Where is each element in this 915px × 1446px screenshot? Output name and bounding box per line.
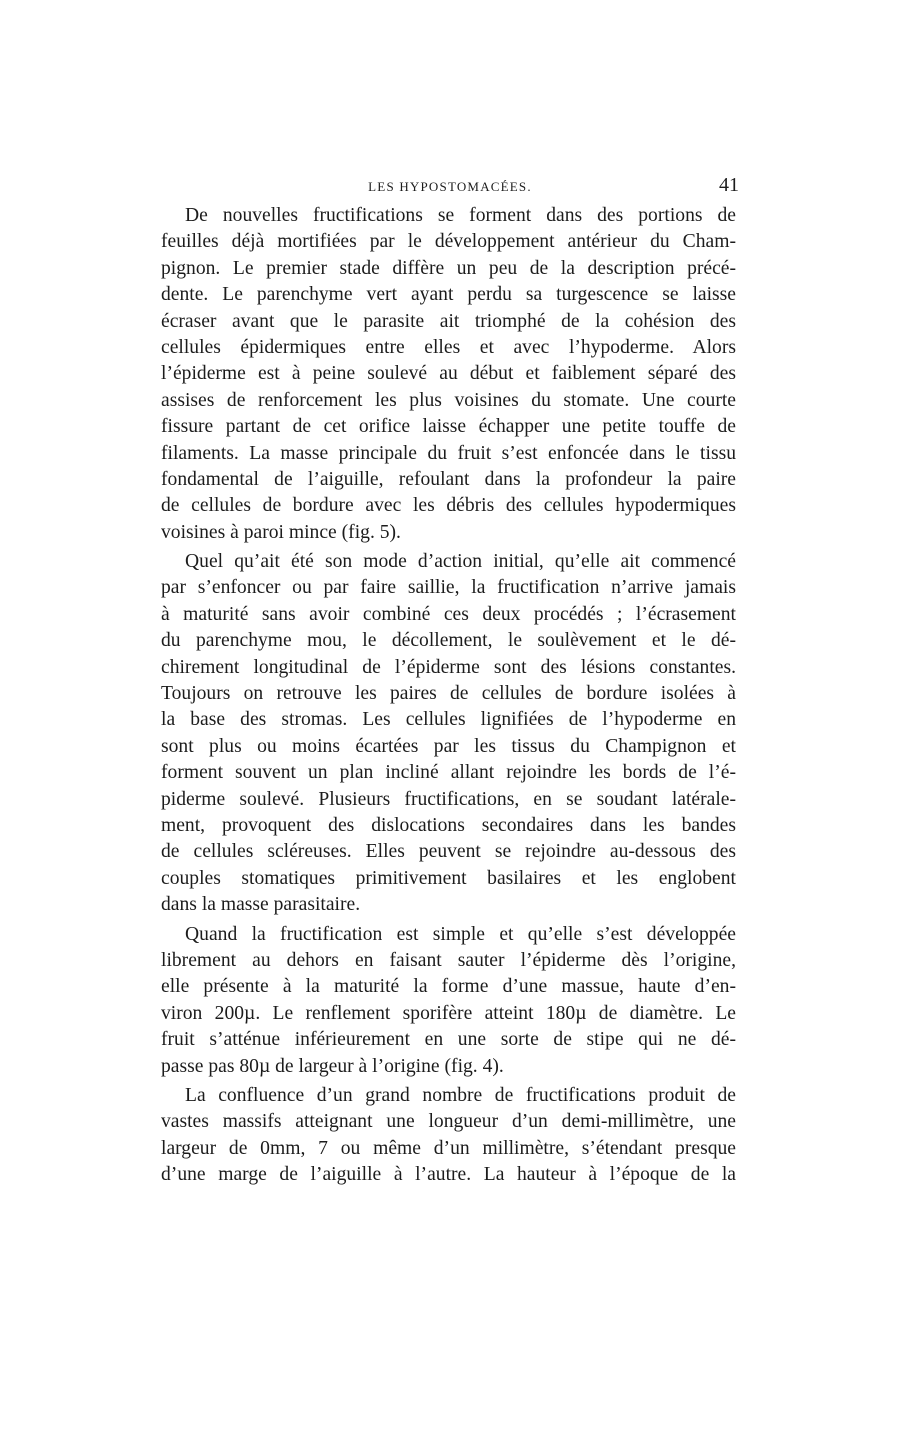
- paragraph-1: [161, 203, 736, 546]
- text-line: à maturité sans avoir combiné ces deux procédés ; l’écrasement: [161, 603, 736, 625]
- text-line: de cellules scléreuses. Elles peuvent se rejoindre au-dessous des: [161, 841, 736, 863]
- text-line: pignon. Le premier stade diffère un peu de la description précé-: [161, 257, 736, 279]
- text-line: cellules épidermiques entre elles et avec l’hypoderme. Alors: [161, 336, 736, 358]
- text-line: Quand la fructification est simple et qu’elle s’est développée: [185, 923, 736, 945]
- body-text: [161, 203, 736, 1188]
- text-line: piderme soulevé. Plusieurs fructifications, en se soudant latérale-: [161, 788, 736, 810]
- text-line: fondamental de l’aiguille, refoulant dans la profondeur la paire: [161, 468, 736, 490]
- text-line: elle présente à la maturité la forme d’une massue, haute d’en-: [161, 976, 736, 998]
- page-number: 41: [719, 174, 739, 196]
- text-line: De nouvelles fructifications se forment dans des portions de: [185, 205, 736, 226]
- text-line: chirement longitudinal de l’épiderme sont des lésions constantes.: [161, 656, 736, 678]
- text-line: librement au dehors en faisant sauter l’épiderme dès l’origine,: [161, 949, 736, 971]
- text-line: couples stomatiques primitivement basilaires et les englobent: [161, 867, 736, 889]
- paragraph-3: [161, 922, 736, 1080]
- text-line: viron 200µ. Le renflement sporifère atteint 180µ de diamètre. Le: [161, 1002, 736, 1024]
- text-line: par s’enfoncer ou par faire saillie, la fructification n’arrive jamais: [161, 577, 736, 599]
- text-line: La confluence d’un grand nombre de fructifications produit de: [185, 1084, 736, 1106]
- text-line: ment, provoquent des dislocations secondaires dans les bandes: [161, 814, 736, 836]
- text-line: feuilles déjà mortifiées par le développement antérieur du Cham-: [161, 231, 736, 253]
- text-line: Toujours on retrouve les paires de cellules de bordure isolées à: [161, 683, 736, 705]
- text-line: vastes massifs atteignant une longueur d’un demi-millimètre, une: [161, 1111, 736, 1133]
- text-line: largeur de 0mm, 7 ou même d’un millimètre, s’étendant presque: [161, 1137, 736, 1159]
- text-line: filaments. La masse principale du fruit s’est enfoncée dans le tissu: [161, 442, 736, 464]
- text-line: l’épiderme est à peine soulevé au début et faiblement séparé des: [161, 363, 736, 385]
- text-line: fruit s’atténue inférieurement en une sorte de stipe qui ne dé-: [161, 1029, 736, 1051]
- text-line: voisines à paroi mince (fig. 5).: [161, 521, 401, 543]
- text-line: d’une marge de l’aiguille à l’autre. La hauteur à l’époque de la: [161, 1164, 736, 1186]
- text-line: assises de renforcement les plus voisines du stomate. Une courte: [161, 389, 736, 411]
- text-line: Quel qu’ait été son mode d’action initial, qu’elle ait commencé: [185, 551, 736, 573]
- text-line: la base des stromas. Les cellules lignifiées de l’hypoderme en: [161, 709, 736, 731]
- text-line: forment souvent un plan incliné allant rejoindre les bords de l’é-: [161, 762, 736, 784]
- paragraph-2: [161, 549, 736, 918]
- running-head: [161, 174, 739, 200]
- text-line: sont plus ou moins écartées par les tissus du Champignon et: [161, 735, 736, 757]
- text-line: écraser avant que le parasite ait triomphé de la cohésion des: [161, 310, 736, 332]
- paragraph-4: [161, 1083, 736, 1189]
- text-line: passe pas 80µ de largeur à l’origine (fig. 4).: [161, 1055, 504, 1077]
- text-line: de cellules de bordure avec les débris des cellules hypodermiques: [161, 495, 736, 517]
- running-title: LES HYPOSTOMACÉES.: [368, 179, 532, 194]
- text-line: dans la masse parasitaire.: [161, 894, 361, 916]
- text-line: du parenchyme mou, le décollement, le soulèvement et le dé-: [161, 630, 736, 652]
- text-line: fissure partant de cet orifice laisse échapper une petite touffe de: [161, 416, 736, 438]
- text-line: dente. Le parenchyme vert ayant perdu sa turgescence se laisse: [161, 284, 736, 306]
